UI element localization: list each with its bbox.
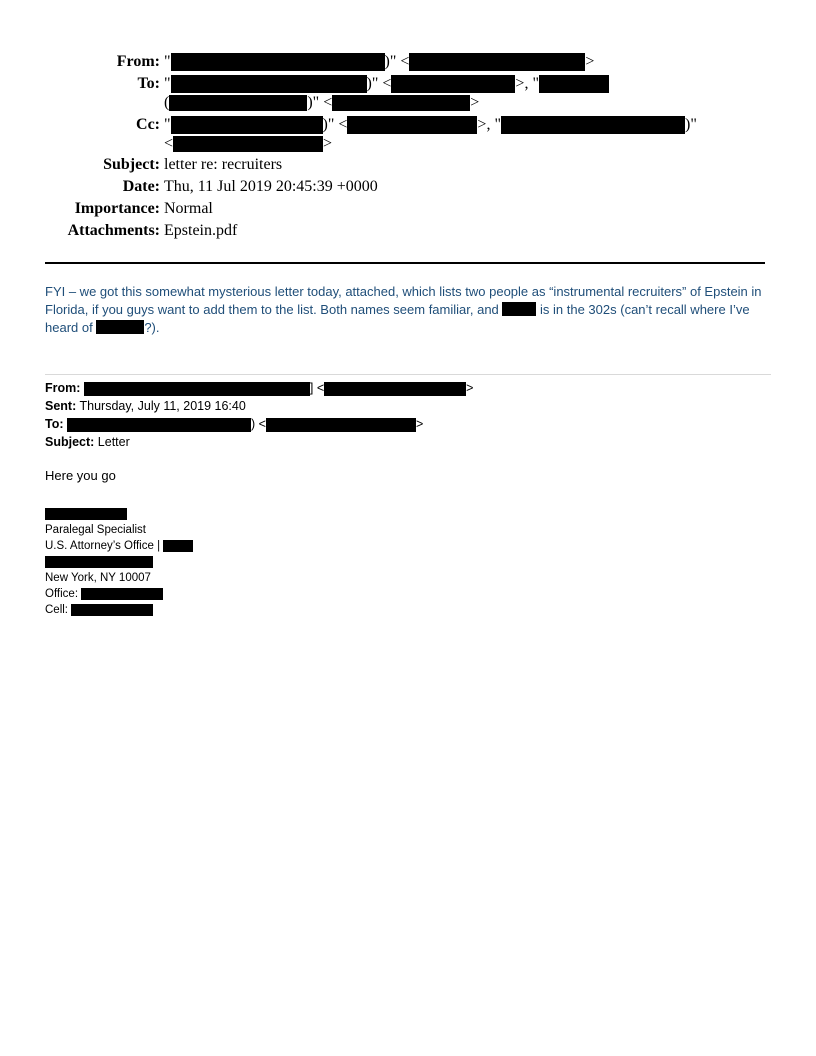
importance-value: Normal [164, 200, 213, 217]
attachments-label: Attachments: [67, 222, 160, 239]
header-cc-row-cont: < > [164, 135, 333, 152]
from-label: From: [116, 53, 160, 70]
redaction-box [391, 75, 515, 93]
cc-value: " )" < >, " )" [164, 116, 697, 133]
orig-from-row: From: ] < > [45, 381, 474, 395]
header-attachments-row [0, 222, 816, 244]
cc-label: Cc: [136, 116, 160, 133]
redaction-box [81, 588, 163, 600]
subject-label: Subject: [103, 156, 160, 173]
redaction-box [71, 604, 153, 616]
orig-to-row: To: ) < > [45, 417, 424, 431]
signature-title: Paralegal Specialist [45, 524, 147, 536]
date-value: Thu, 11 Jul 2019 20:45:39 +0000 [164, 178, 378, 195]
redaction-box [84, 382, 310, 396]
header-importance-row [0, 200, 816, 222]
to-label: To: [137, 75, 160, 92]
signature-city: New York, NY 10007 [45, 572, 151, 584]
redaction-box [163, 540, 193, 552]
original-body: Here you go [45, 468, 116, 483]
date-label: Date: [122, 178, 160, 195]
signature-office-phone: Office: [45, 586, 193, 602]
redaction-box [171, 53, 385, 71]
header-subject-row [0, 156, 816, 178]
from-value: " )" < > [164, 53, 595, 70]
redaction-box [501, 116, 685, 134]
header-to-row-cont: ( )" < > [164, 94, 480, 111]
redaction-box [96, 320, 144, 334]
redaction-box [171, 75, 367, 93]
attachment-link[interactable]: Epstein.pdf [164, 222, 238, 239]
redaction-box [45, 508, 127, 520]
redaction-box [502, 302, 536, 316]
header-date-row [0, 178, 816, 200]
redaction-box [409, 53, 585, 71]
signature-cell-phone: Cell: [45, 602, 193, 618]
redaction-box [324, 382, 466, 396]
redaction-box [332, 95, 470, 111]
redaction-box [173, 136, 323, 152]
orig-sent-row: Sent: Thursday, July 11, 2019 16:40 [45, 399, 246, 413]
header-from-row [0, 53, 816, 75]
to-value: " )" < >, " [164, 75, 609, 93]
signature-block [45, 506, 193, 618]
forward-divider [45, 374, 771, 375]
redaction-box [266, 418, 416, 432]
redaction-box [171, 116, 323, 134]
orig-subject-row: Subject: Letter [45, 435, 130, 449]
header-divider [45, 262, 765, 264]
signature-office: U.S. Attorney’s Office | [45, 538, 193, 554]
redaction-box [539, 75, 609, 93]
fyi-message: FYI – we got this somewhat mysterious letter today, attached, which lists two people as “instrumental recruiters” of Epstein in Florida, if you guys want to add them to the list. Both names seem familiar, and is in the 302s (can’t recall where I’ve heard of ?). [45, 284, 762, 335]
importance-label: Importance: [74, 200, 160, 217]
subject-value: letter re: recruiters [164, 156, 283, 173]
original-message-header [45, 379, 473, 451]
redaction-box [45, 556, 153, 568]
redaction-box [169, 95, 307, 111]
redaction-box [347, 116, 477, 134]
redaction-box [67, 418, 251, 432]
